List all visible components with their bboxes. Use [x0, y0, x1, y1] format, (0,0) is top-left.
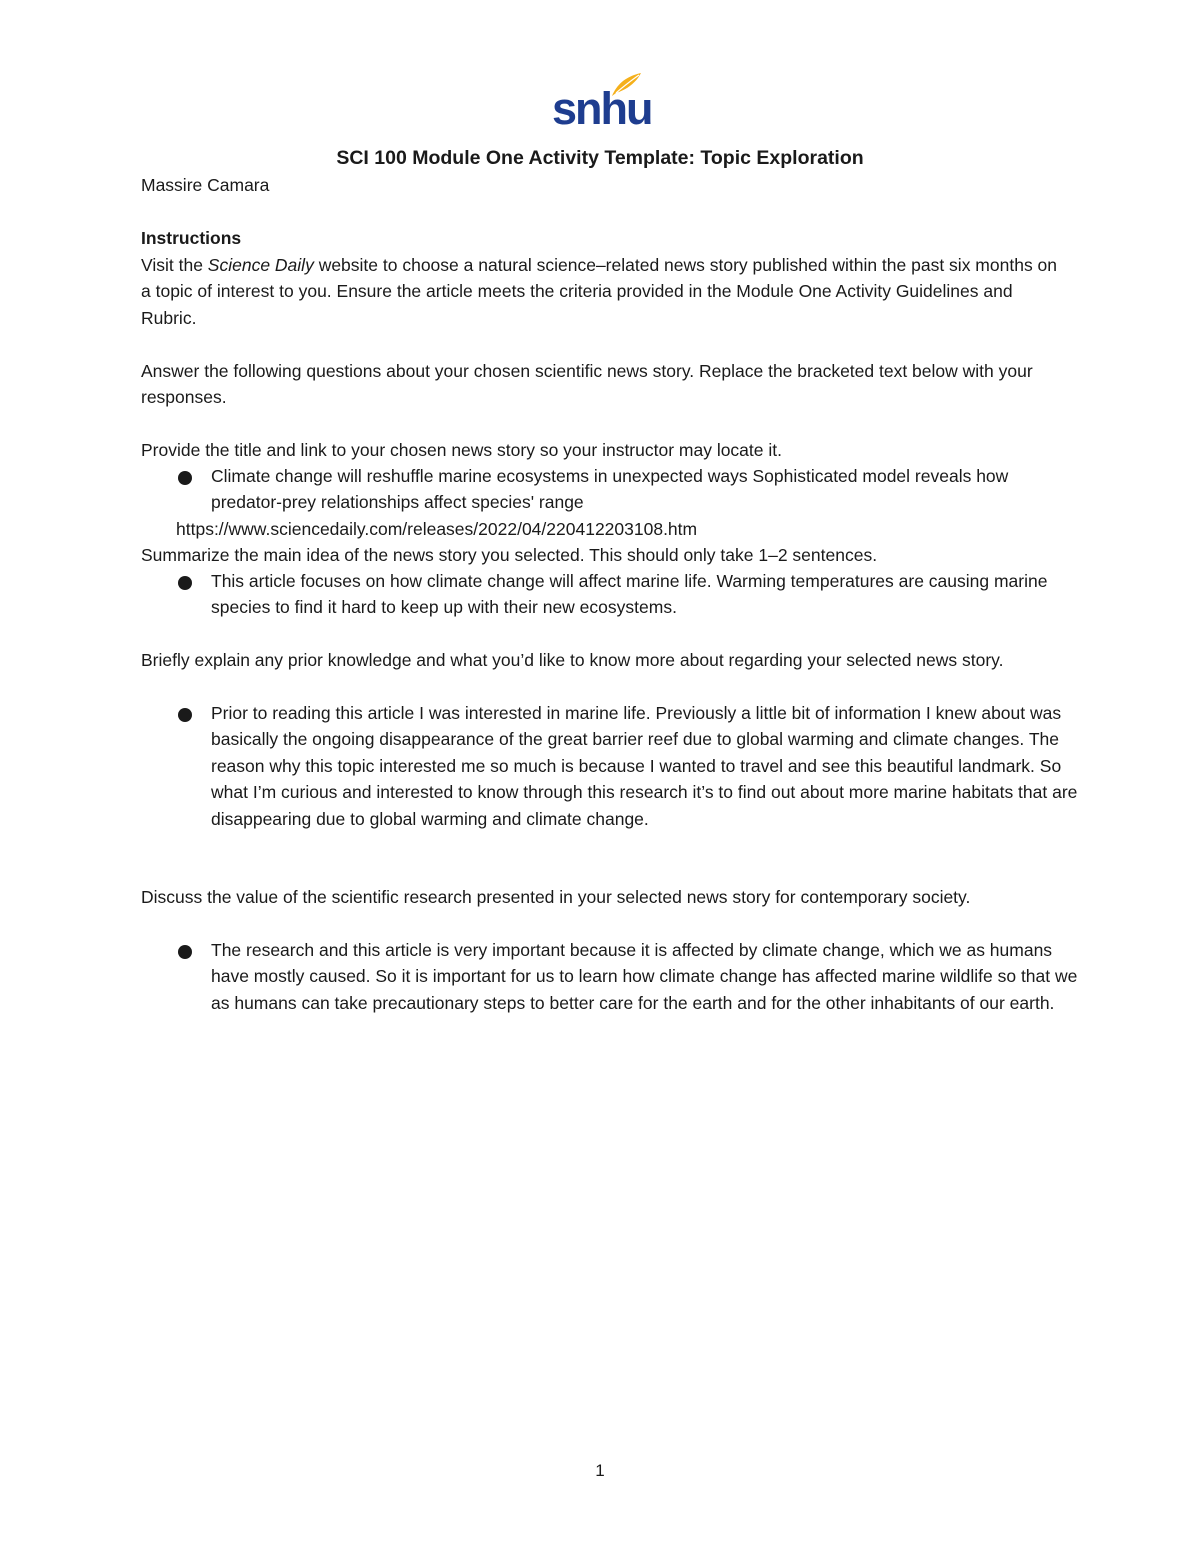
instructions-text-1: Visit the	[141, 255, 208, 275]
question-1-prompt: Provide the title and link to your chosen news story so your instructor may locate it.	[141, 440, 782, 460]
instructions-paragraph	[141, 252, 1071, 331]
bullet-icon	[178, 471, 194, 487]
bullet-icon	[178, 576, 194, 592]
page-number: 1	[595, 1461, 605, 1480]
question-3-answer: Prior to reading this article I was interested in marine life. Previously a little bit of information I knew about was basically the ongoing disappearance of the great barrier reef due to global warming and climate changes. The reason why this topic interested me so much is because I wanted to travel and see this beautiful landmark. So what I’m curious and interested to know through this research it’s to find out about more marine habitats that are disappearing due to global warming and climate change.	[211, 703, 1078, 829]
question-4-answer: The research and this article is very important because it is affected by climate change, which we as humans have mostly caused. So it is important for us to learn how climate change has affected marine wildlife so that we as humans can take precautionary steps to better care for the earth and for the other inhabitants of our earth.	[211, 940, 1078, 1013]
question-1-answer: Climate change will reshuffle marine ecosystems in unexpected ways Sophisticated model reveals how predator-prey relationships affect species' range	[211, 466, 1009, 513]
logo-wordmark: snhu	[552, 83, 652, 134]
question-2-prompt: Summarize the main idea of the news story you selected. This should only take 1–2 sentences.	[141, 545, 878, 565]
instructions-text-2: website to choose a natural science–related news story published within the past six months on a topic of interest to you. Ensure the article meets the criteria provided in the Module One Activity Guidelines and Rubric.	[141, 255, 1058, 328]
document-title: SCI 100 Module One Activity Template: Topic Exploration	[336, 147, 864, 169]
snhu-logo	[552, 72, 652, 136]
answer-prompt: Answer the following questions about your chosen scientific news story. Replace the bracketed text below with your responses.	[141, 361, 1033, 408]
question-3-prompt: Briefly explain any prior knowledge and what you’d like to know more about regarding your selected news story.	[141, 650, 1004, 670]
instructions-italic: Science Daily	[207, 255, 314, 275]
question-2-answer: This article focuses on how climate change will affect marine life. Warming temperatures are causing marine species to find it hard to keep up with their new ecosystems.	[211, 571, 1048, 618]
instructions-heading: Instructions	[141, 228, 242, 248]
author-name: Massire Camara	[141, 175, 270, 195]
question-4-prompt: Discuss the value of the scientific research presented in your selected news story for contemporary society.	[141, 887, 971, 907]
bullet-icon	[178, 945, 194, 961]
bullet-icon	[178, 708, 194, 724]
article-link[interactable]: https://www.sciencedaily.com/releases/2022/04/220412203108.htm	[176, 519, 698, 539]
